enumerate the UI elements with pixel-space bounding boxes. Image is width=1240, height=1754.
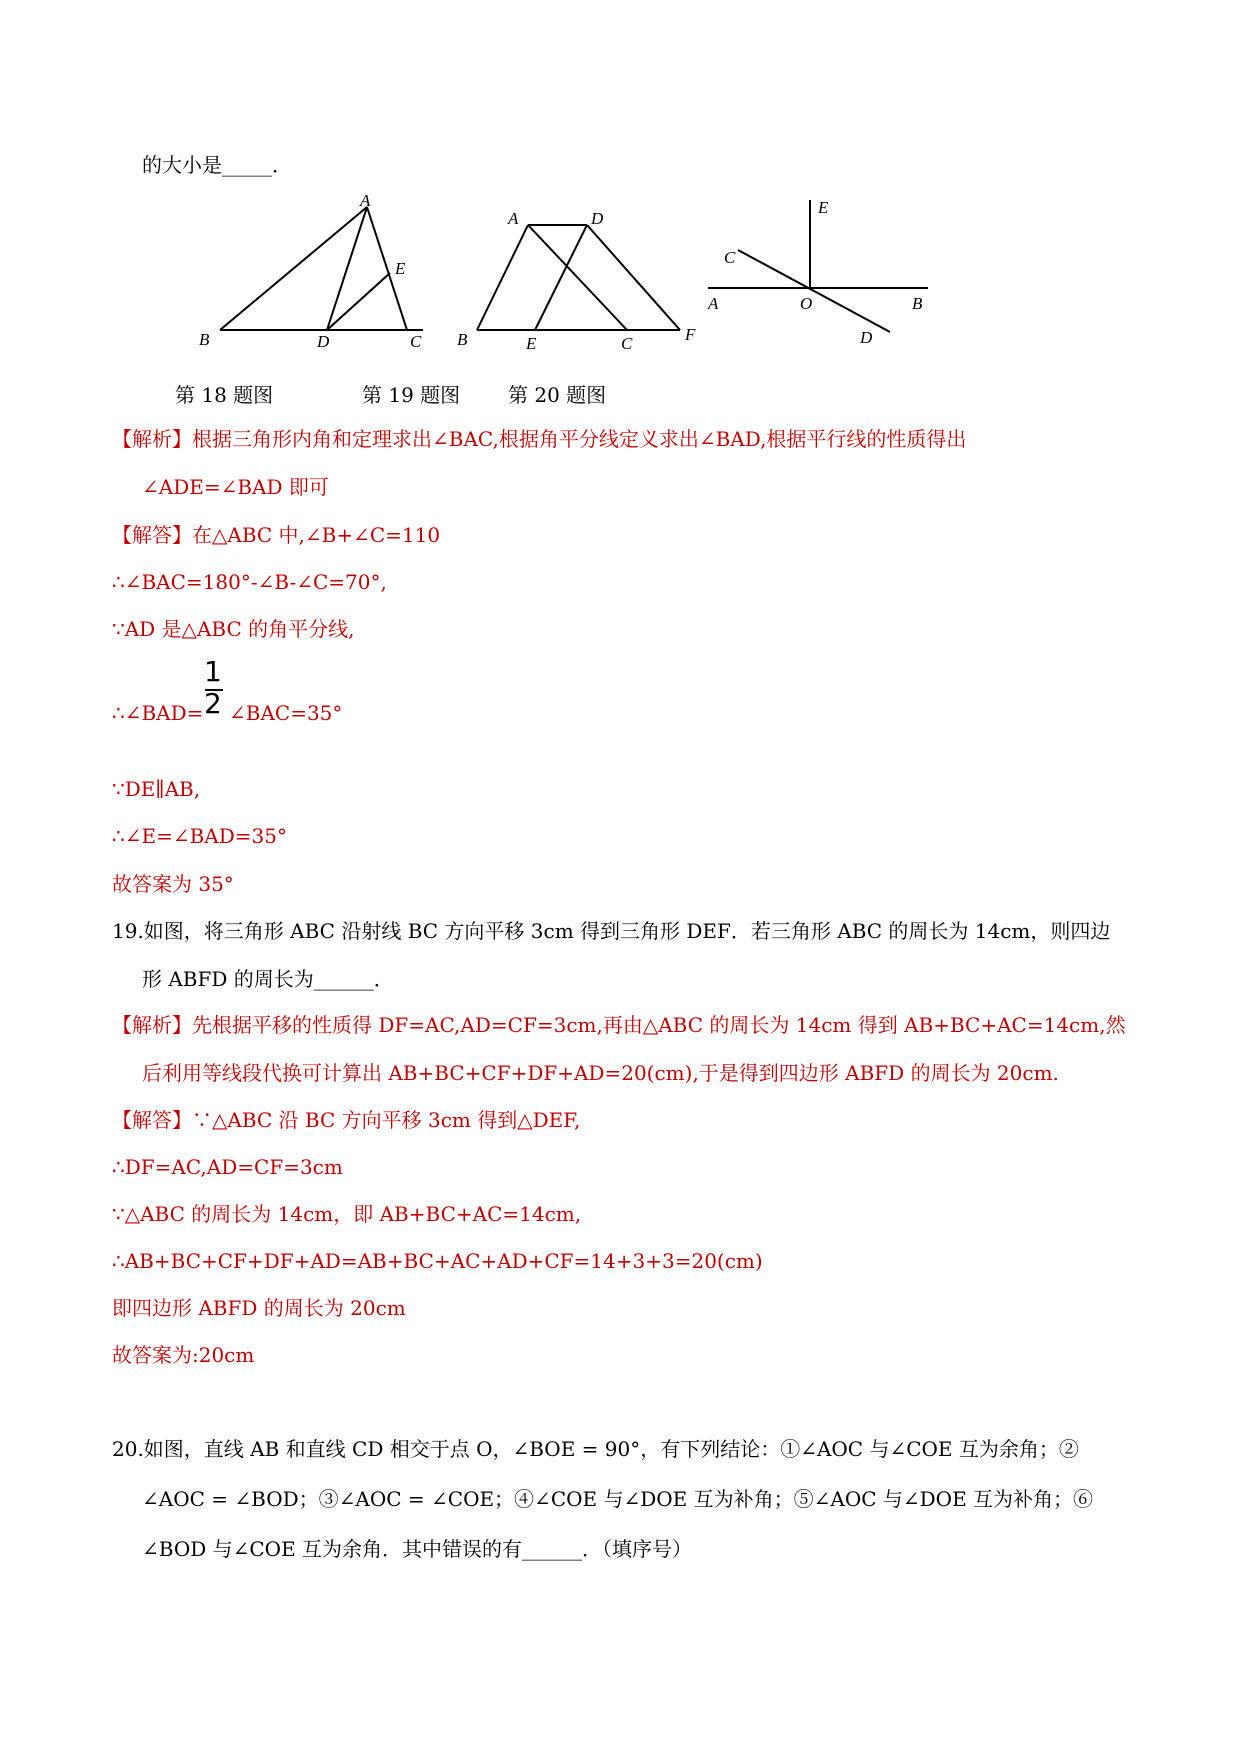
fig18-line-ba [220, 207, 367, 330]
figure-20 [700, 195, 940, 355]
fig19-label-c: C [621, 334, 633, 353]
fig19-line-ab [477, 225, 528, 330]
figure-19 [455, 205, 705, 355]
fig20-label-o: O [800, 294, 813, 313]
q18-answer-line1: 【解答】在△ABC 中,∠B+∠C=110 [112, 523, 441, 547]
q19-answer-line2: ∴DF=AC,AD=CF=3cm [112, 1155, 343, 1179]
fig20-label-d: D [860, 328, 873, 347]
fig19-label-f: F [685, 325, 696, 344]
caption-fig20: 第 20 题图 [508, 383, 607, 407]
q19-answer-line6: 故答案为:20cm [112, 1343, 255, 1367]
q18-answer-line4-prefix: ∴∠BAD= [112, 701, 204, 725]
fig20-label-e: E [818, 198, 829, 217]
q18-answer-line5: ∵DE∥AB, [112, 777, 201, 801]
fig18-label-d: D [317, 332, 330, 351]
q19-answer-line1: 【解答】∵△ABC 沿 BC 方向平移 3cm 得到△DEF, [112, 1108, 581, 1132]
q18-analysis-line2: ∠ADE=∠BAD 即可 [142, 475, 329, 499]
fig18-label-b: B [199, 330, 210, 349]
q20-question-line1: 20.如图，直线 AB 和直线 CD 相交于点 O，∠BOE = 90°，有下列结论：①∠AOC 与∠COE 互为余角；② [112, 1437, 1079, 1461]
q19-question-line2: 形 ABFD 的周长为______． [142, 967, 394, 991]
fig18-label-a: A [360, 191, 371, 210]
q19-answer-line5: 即四边形 ABFD 的周长为 20cm [112, 1296, 406, 1320]
q18-tail-text: 的大小是_____． [142, 153, 292, 177]
figure-18 [195, 191, 435, 355]
fraction-numerator: 1 [204, 655, 222, 688]
q19-answer-line4: ∴AB+BC+CF+DF+AD=AB+BC+AC+AD+CF=14+3+3=20(cm) [112, 1249, 763, 1273]
q19-analysis-line2: 后利用等线段代换可计算出 AB+BC+CF+DF+AD=20(cm),于是得到四边形 ABFD 的周长为 20cm. [142, 1061, 1059, 1085]
q18-answer-line7: 故答案为 35° [112, 872, 234, 896]
fig19-line-df [587, 225, 680, 330]
fig19-label-b: B [457, 330, 468, 349]
fig20-label-b: B [912, 294, 923, 313]
fig20-line-cd [738, 250, 890, 332]
q19-analysis-line1: 【解析】先根据平移的性质得 DF=AC,AD=CF=3cm,再由△ABC 的周长为 14cm 得到 AB+BC+AC=14cm,然 [112, 1013, 1126, 1037]
q19-answer-line3: ∵△ABC 的周长为 14cm，即 AB+BC+AC=14cm, [112, 1202, 582, 1226]
caption-fig19: 第 19 题图 [362, 383, 461, 407]
fig19-label-a: A [508, 209, 519, 228]
q18-analysis-line1: 【解析】根据三角形内角和定理求出∠BAC,根据角平分线定义求出∠BAD,根据平行线的性质得出 [112, 427, 967, 451]
fig20-label-c: C [724, 248, 736, 267]
q18-answer-line3: ∵AD 是△ABC 的角平分线, [112, 617, 355, 641]
fig20-label-a: A [708, 294, 719, 313]
fig18-label-e: E [395, 259, 406, 278]
fig19-label-d: D [591, 209, 604, 228]
q18-answer-line6: ∴∠E=∠BAD=35° [112, 824, 287, 848]
q20-question-line3: ∠BOD 与∠COE 互为余角．其中错误的有______．（填序号） [142, 1537, 693, 1561]
fig18-label-c: C [410, 332, 422, 351]
q18-answer-line4-suffix: ∠BAC=35° [229, 701, 343, 725]
q19-question-line1: 19.如图，将三角形 ABC 沿射线 BC 方向平移 3cm 得到三角形 DEF．若三角形 ABC 的周长为 14cm，则四边 [112, 919, 1111, 943]
caption-fig18: 第 18 题图 [175, 383, 274, 407]
fig19-label-e: E [526, 334, 537, 353]
q20-question-line2: ∠AOC = ∠BOD；③∠AOC = ∠COE；④∠COE 与∠DOE 互为补角；⑤∠AOC 与∠DOE 互为补角；⑥ [142, 1487, 1094, 1511]
fraction-denominator: 2 [204, 687, 222, 720]
q18-answer-line2: ∴∠BAC=180°-∠B-∠C=70°, [112, 570, 387, 594]
